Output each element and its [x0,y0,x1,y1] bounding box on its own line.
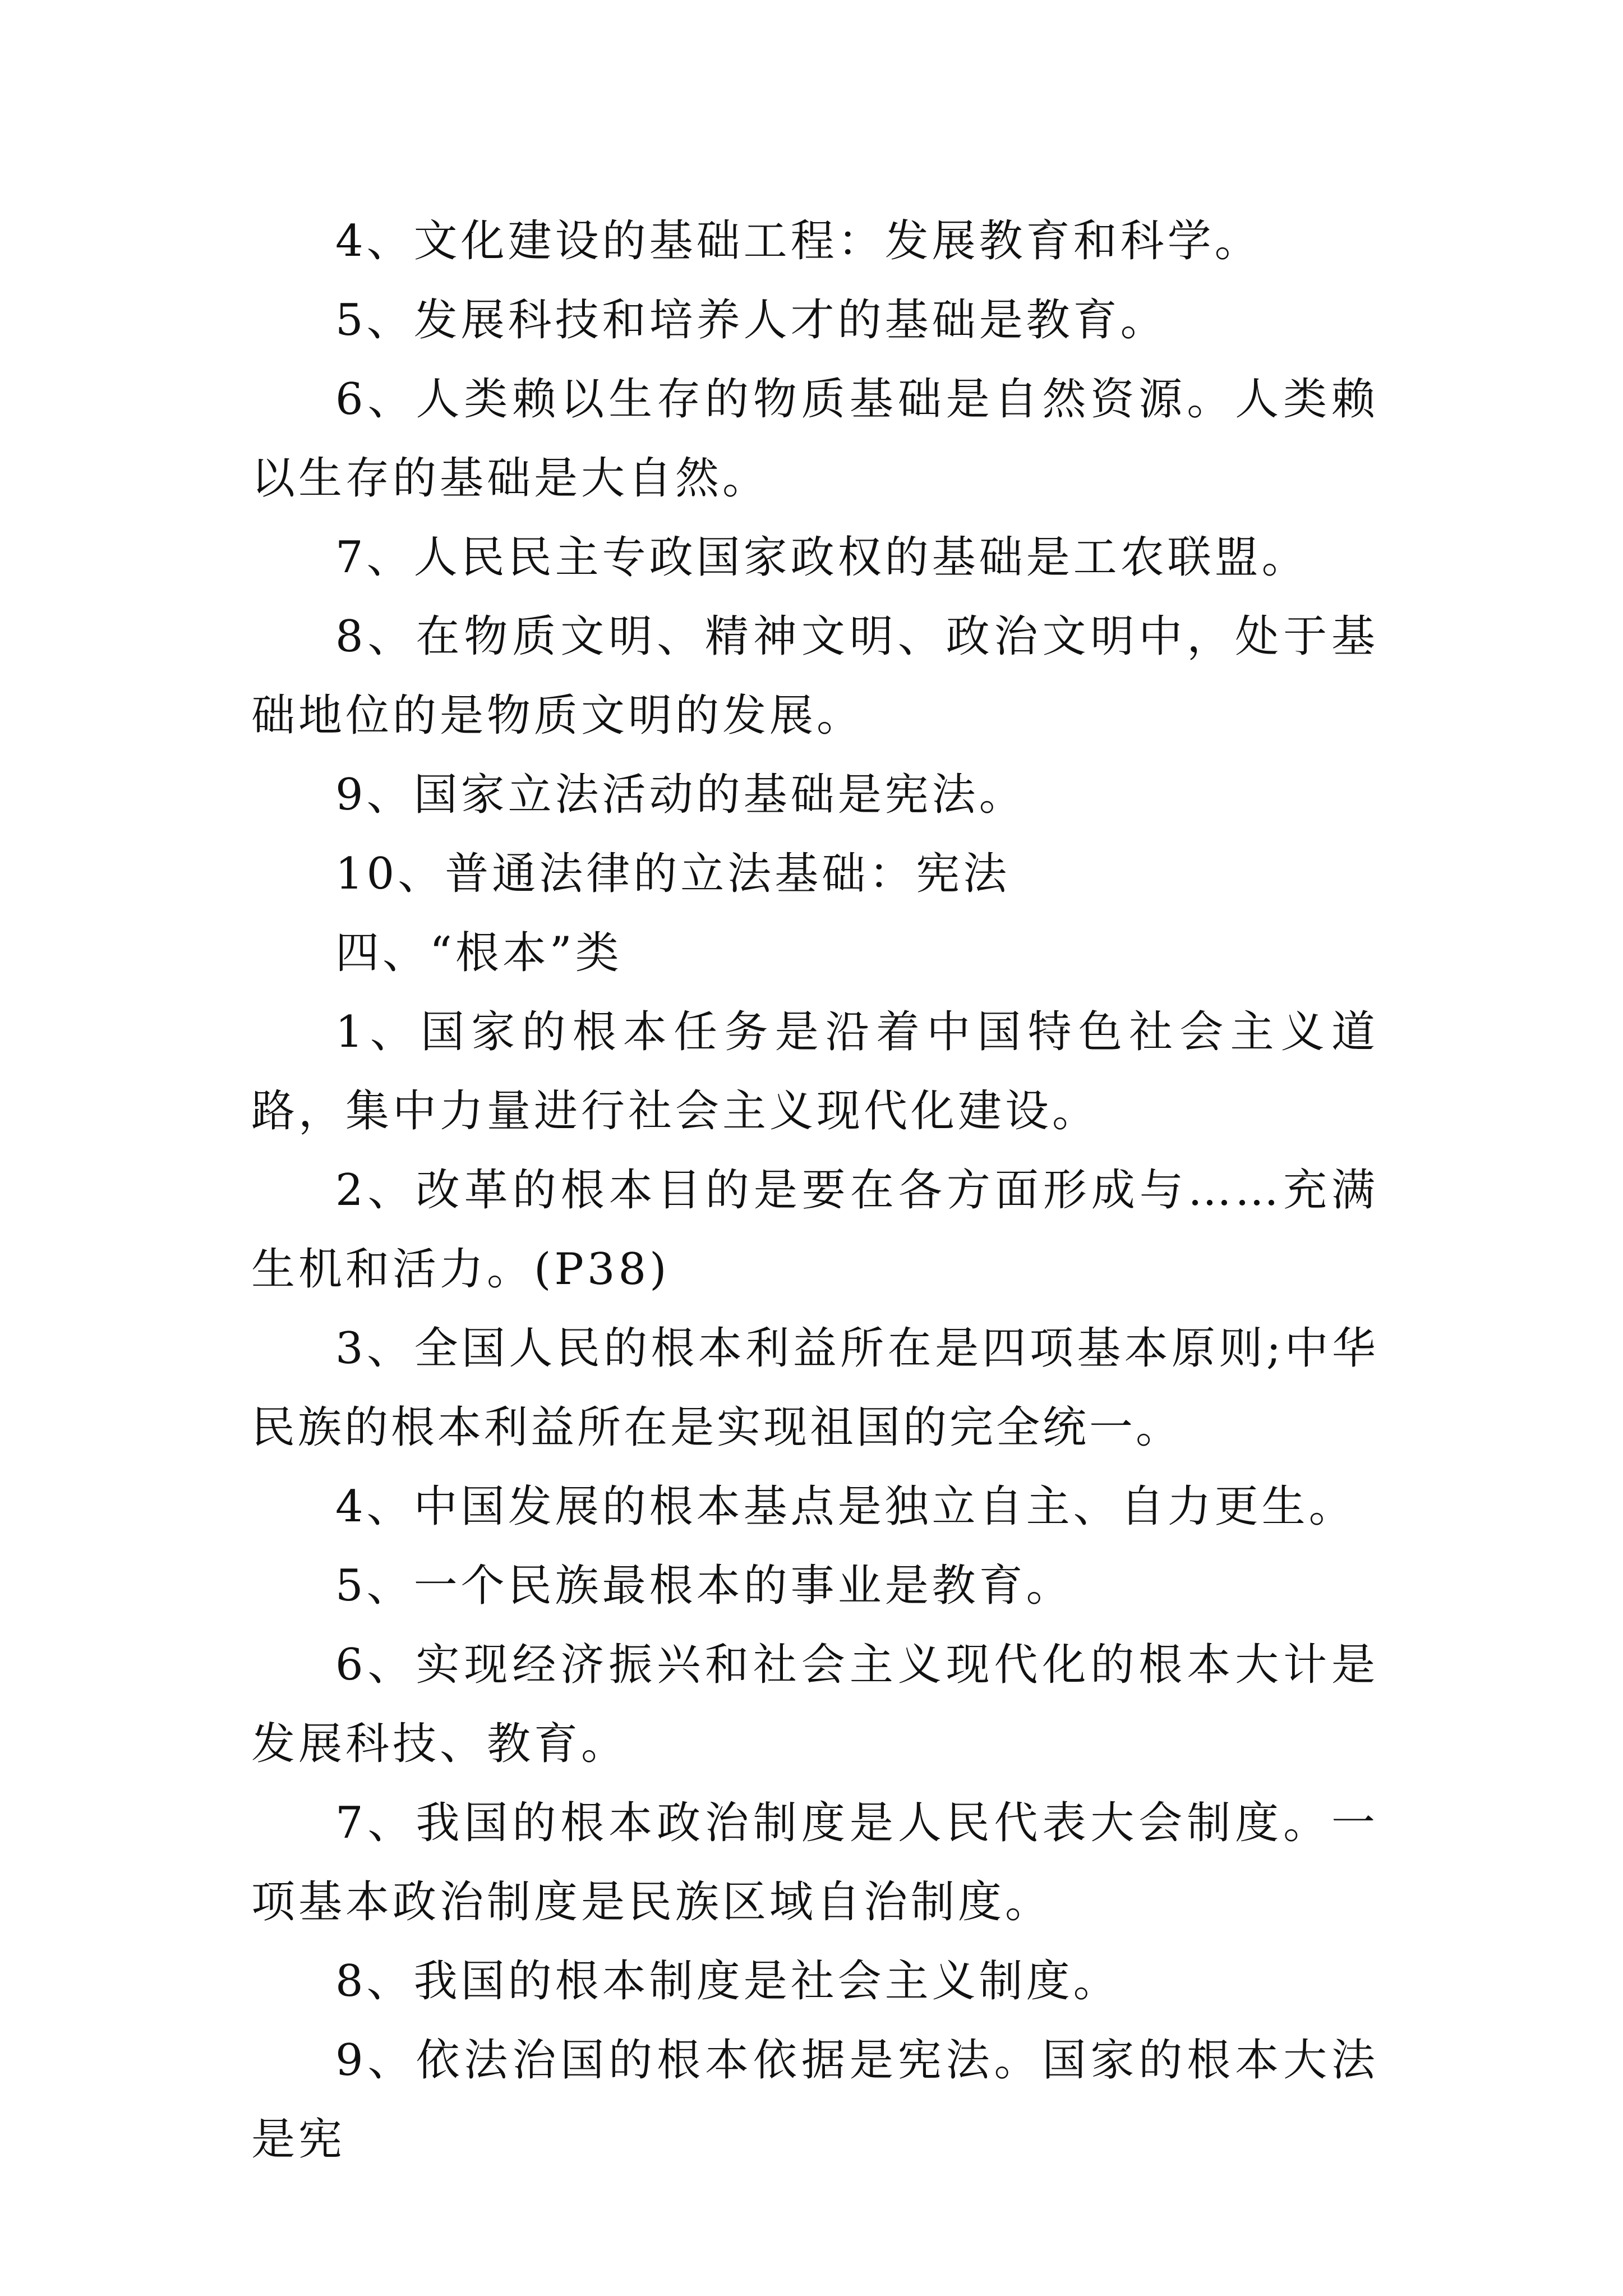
document-body [251,202,1378,2179]
paragraph-fundamental-6: 6、实现经济振兴和社会主义现代化的根本大计是发展科技、教育。 [251,1640,1378,1769]
paragraph-basic-8: 8、在物质文明、精神文明、政治文明中，处于基础地位的是物质文明的发展。 [251,611,1378,741]
paragraph-fundamental-7: 7、我国的根本政治制度是人民代表大会制度。一项基本政治制度是民族区域自治制度。 [251,1798,1378,1927]
paragraph-basic-5: 5、发展科技和培养人才的基础是教育。 [335,295,1168,346]
paragraph-basic-10: 10、普通法律的立法基础：宪法 [335,849,1011,899]
paragraph-fundamental-9: 9、依法治国的根本依据是宪法。国家的根本大法是宪 [251,2035,1378,2165]
paragraph-fundamental-4: 4、中国发展的根本基点是独立自主、自力更生。 [335,1481,1356,1532]
paragraph-basic-4: 4、文化建设的基础工程：发展教育和科学。 [335,216,1262,266]
paragraph-fundamental-1: 1、国家的根本任务是沿着中国特色社会主义道路，集中力量进行社会主义现代化建设。 [251,1007,1378,1137]
paragraph-basic-7: 7、人民民主专政国家政权的基础是工农联盟。 [335,532,1309,583]
paragraph-basic-6: 6、人类赖以生存的物质基础是自然资源。人类赖以生存的基础是大自然。 [251,374,1378,504]
paragraph-fundamental-5: 5、一个民族最根本的事业是教育。 [335,1561,1073,1611]
paragraph-fundamental-2: 2、改革的根本目的是要在各方面形成与……充满生机和活力。(P38) [251,1165,1378,1295]
paragraph-fundamental-8: 8、我国的根本制度是社会主义制度。 [335,1956,1121,2007]
paragraph-basic-9: 9、国家立法活动的基础是宪法。 [335,770,1026,820]
section-heading-fundamental: 四、“根本”类 [335,928,623,978]
paragraph-fundamental-3: 3、全国人民的根本利益所在是四项基本原则;中华民族的根本利益所在是实现祖国的完全统一。 [251,1323,1378,1453]
